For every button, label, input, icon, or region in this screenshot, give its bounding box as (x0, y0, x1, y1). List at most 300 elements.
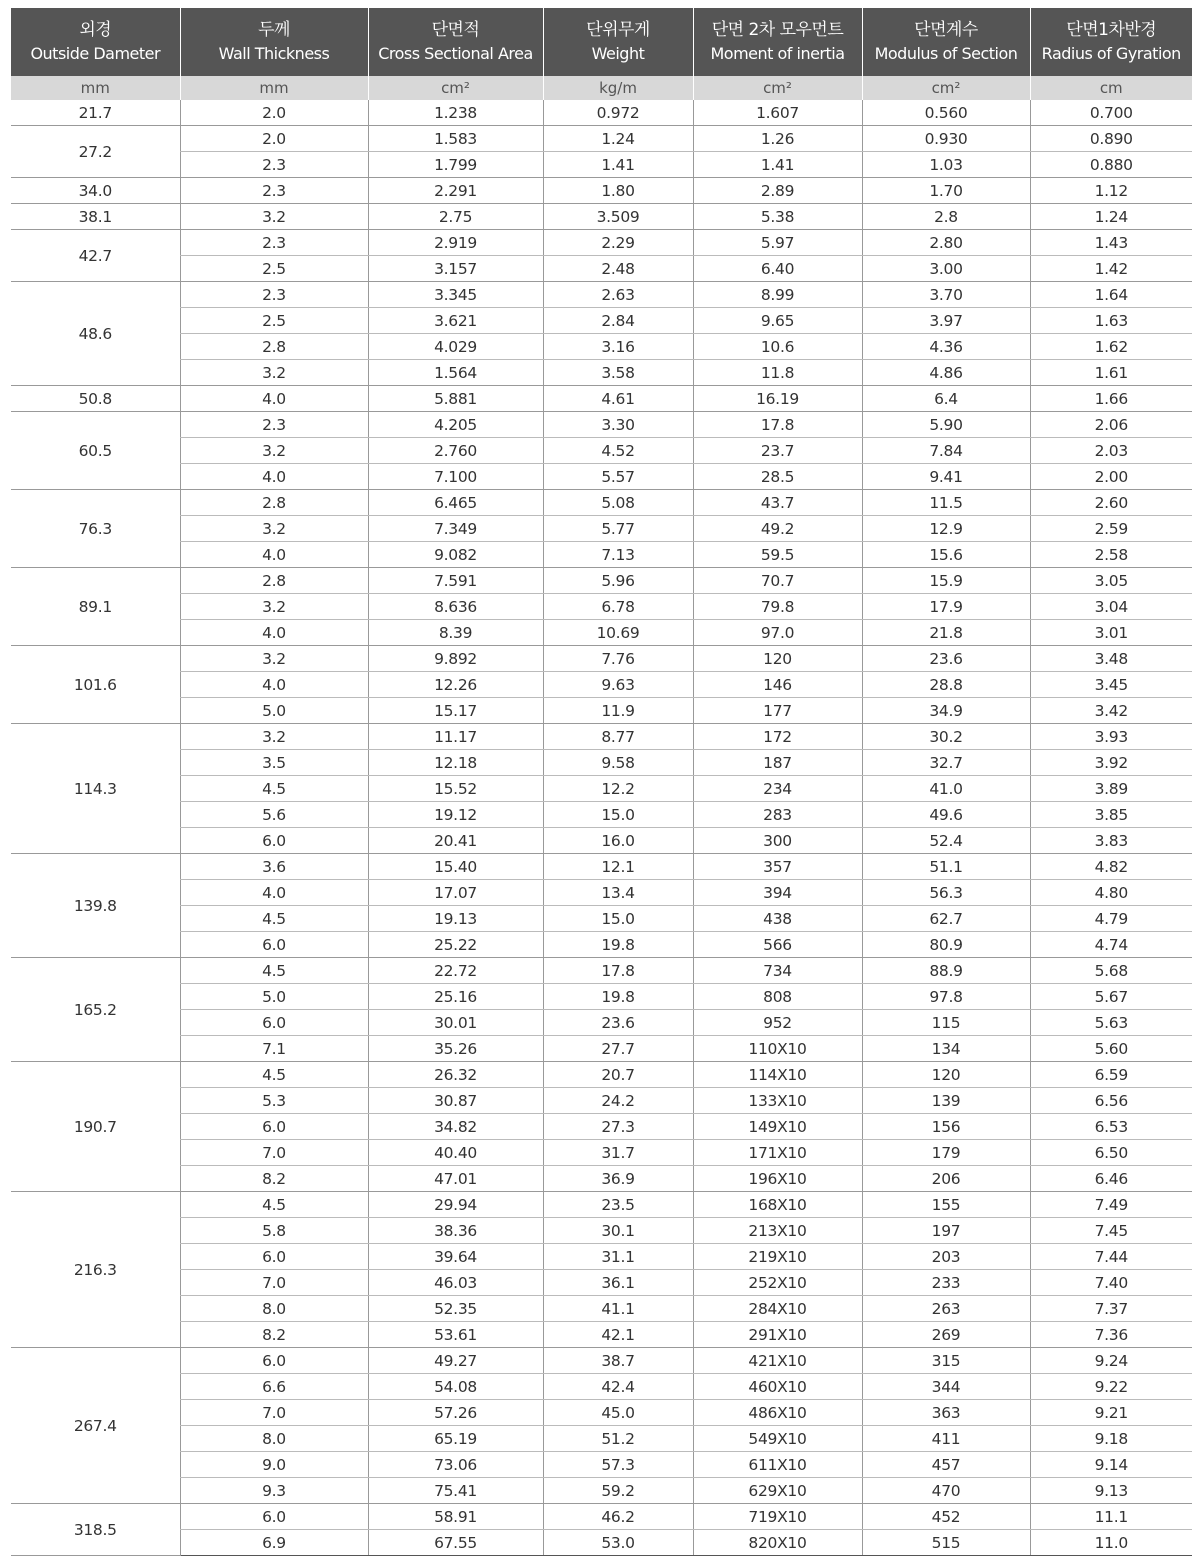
weight-cell: 12.2 (543, 776, 693, 802)
area-cell: 9.892 (368, 646, 543, 672)
table-row (11, 672, 1192, 698)
modulus-cell: 62.7 (862, 906, 1030, 932)
table-row (11, 1478, 1192, 1504)
radius-cell: 6.46 (1030, 1166, 1192, 1192)
header-ko-label: 단면1차반경 (1066, 20, 1157, 40)
table-row (11, 1452, 1192, 1478)
wall-thickness-cell: 4.0 (180, 620, 368, 646)
table-row (11, 568, 1192, 594)
modulus-cell: 263 (862, 1296, 1030, 1322)
outside-diameter-cell: 27.2 (11, 126, 180, 178)
moment-cell: 1.607 (693, 100, 862, 126)
outside-diameter-cell: 50.8 (11, 386, 180, 412)
modulus-cell: 1.70 (862, 178, 1030, 204)
table-row (11, 698, 1192, 724)
table-row (11, 750, 1192, 776)
weight-cell: 19.8 (543, 932, 693, 958)
modulus-cell: 179 (862, 1140, 1030, 1166)
area-cell: 67.55 (368, 1530, 543, 1556)
wall-thickness-cell: 7.0 (180, 1400, 368, 1426)
area-cell: 5.881 (368, 386, 543, 412)
area-cell: 11.17 (368, 724, 543, 750)
area-cell: 1.799 (368, 152, 543, 178)
moment-cell: 486X10 (693, 1400, 862, 1426)
wall-thickness-cell: 6.0 (180, 1504, 368, 1530)
area-cell: 4.029 (368, 334, 543, 360)
wall-thickness-cell: 2.0 (180, 126, 368, 152)
weight-cell: 4.61 (543, 386, 693, 412)
weight-cell: 16.0 (543, 828, 693, 854)
table-row (11, 334, 1192, 360)
moment-cell: 6.40 (693, 256, 862, 282)
weight-cell: 36.9 (543, 1166, 693, 1192)
area-cell: 15.40 (368, 854, 543, 880)
modulus-cell: 233 (862, 1270, 1030, 1296)
wall-thickness-cell: 9.3 (180, 1478, 368, 1504)
table-row (11, 204, 1192, 230)
table-row (11, 1504, 1192, 1530)
radius-cell: 4.82 (1030, 854, 1192, 880)
weight-cell: 42.1 (543, 1322, 693, 1348)
moment-cell: 357 (693, 854, 862, 880)
wall-thickness-cell: 3.2 (180, 360, 368, 386)
moment-cell: 952 (693, 1010, 862, 1036)
table-row (11, 1192, 1192, 1218)
area-cell: 15.17 (368, 698, 543, 724)
wall-thickness-cell: 4.0 (180, 386, 368, 412)
moment-cell: 168X10 (693, 1192, 862, 1218)
weight-cell: 2.63 (543, 282, 693, 308)
wall-thickness-cell: 6.0 (180, 1114, 368, 1140)
weight-cell: 30.1 (543, 1218, 693, 1244)
wall-thickness-cell: 2.8 (180, 568, 368, 594)
modulus-cell: 4.86 (862, 360, 1030, 386)
table-row (11, 100, 1192, 126)
radius-cell: 3.89 (1030, 776, 1192, 802)
weight-cell: 24.2 (543, 1088, 693, 1114)
radius-cell: 1.66 (1030, 386, 1192, 412)
wall-thickness-cell: 6.6 (180, 1374, 368, 1400)
wall-thickness-cell: 3.2 (180, 204, 368, 230)
header-en-label: Modulus of Section (874, 44, 1018, 63)
weight-cell: 5.57 (543, 464, 693, 490)
modulus-cell: 23.6 (862, 646, 1030, 672)
area-cell: 3.345 (368, 282, 543, 308)
moment-cell: 172 (693, 724, 862, 750)
modulus-cell: 411 (862, 1426, 1030, 1452)
weight-cell: 15.0 (543, 906, 693, 932)
area-cell: 1.583 (368, 126, 543, 152)
wall-thickness-cell: 2.5 (180, 256, 368, 282)
area-cell: 20.41 (368, 828, 543, 854)
weight-cell: 36.1 (543, 1270, 693, 1296)
table-row (11, 256, 1192, 282)
modulus-cell: 3.97 (862, 308, 1030, 334)
weight-cell: 41.1 (543, 1296, 693, 1322)
outside-diameter-cell: 114.3 (11, 724, 180, 854)
radius-cell: 1.24 (1030, 204, 1192, 230)
moment-cell: 283 (693, 802, 862, 828)
table-row (11, 152, 1192, 178)
weight-cell: 3.509 (543, 204, 693, 230)
unit-cell: cm² (693, 76, 862, 100)
modulus-cell: 52.4 (862, 828, 1030, 854)
modulus-cell: 2.80 (862, 230, 1030, 256)
header-row (11, 8, 1192, 76)
outside-diameter-cell: 21.7 (11, 100, 180, 126)
moment-cell: 177 (693, 698, 862, 724)
table-row (11, 984, 1192, 1010)
radius-cell: 9.21 (1030, 1400, 1192, 1426)
table-body (11, 100, 1192, 1556)
wall-thickness-cell: 2.3 (180, 230, 368, 256)
moment-cell: 59.5 (693, 542, 862, 568)
outside-diameter-cell: 190.7 (11, 1062, 180, 1192)
wall-thickness-cell: 6.0 (180, 1244, 368, 1270)
table-row (11, 1218, 1192, 1244)
wall-thickness-cell: 2.3 (180, 152, 368, 178)
table-row (11, 1348, 1192, 1374)
wall-thickness-cell: 8.0 (180, 1296, 368, 1322)
header-radius-of-gyration (1030, 8, 1192, 76)
radius-cell: 1.61 (1030, 360, 1192, 386)
radius-cell: 6.59 (1030, 1062, 1192, 1088)
weight-cell: 1.24 (543, 126, 693, 152)
modulus-cell: 88.9 (862, 958, 1030, 984)
radius-cell: 2.60 (1030, 490, 1192, 516)
modulus-cell: 3.00 (862, 256, 1030, 282)
wall-thickness-cell: 3.2 (180, 516, 368, 542)
header-outside-diameter (11, 8, 180, 76)
modulus-cell: 363 (862, 1400, 1030, 1426)
wall-thickness-cell: 4.0 (180, 672, 368, 698)
unit-cell: mm (11, 76, 180, 100)
moment-cell: 70.7 (693, 568, 862, 594)
radius-cell: 5.67 (1030, 984, 1192, 1010)
table-row (11, 646, 1192, 672)
wall-thickness-cell: 2.3 (180, 282, 368, 308)
radius-cell: 5.60 (1030, 1036, 1192, 1062)
outside-diameter-cell: 38.1 (11, 204, 180, 230)
area-cell: 7.100 (368, 464, 543, 490)
moment-cell: 8.99 (693, 282, 862, 308)
table-row (11, 1322, 1192, 1348)
unit-cell: cm (1030, 76, 1192, 100)
weight-cell: 6.78 (543, 594, 693, 620)
area-cell: 1.564 (368, 360, 543, 386)
area-cell: 26.32 (368, 1062, 543, 1088)
header-ko-label: 외경 (79, 20, 112, 40)
wall-thickness-cell: 5.6 (180, 802, 368, 828)
table-row (11, 360, 1192, 386)
header-en-label: Moment of inertia (710, 44, 845, 63)
modulus-cell: 315 (862, 1348, 1030, 1374)
modulus-cell: 203 (862, 1244, 1030, 1270)
table-row (11, 776, 1192, 802)
moment-cell: 438 (693, 906, 862, 932)
table-row (11, 724, 1192, 750)
area-cell: 47.01 (368, 1166, 543, 1192)
modulus-cell: 15.9 (862, 568, 1030, 594)
table-row (11, 880, 1192, 906)
modulus-cell: 17.9 (862, 594, 1030, 620)
table-row (11, 490, 1192, 516)
weight-cell: 17.8 (543, 958, 693, 984)
weight-cell: 31.7 (543, 1140, 693, 1166)
weight-cell: 27.3 (543, 1114, 693, 1140)
modulus-cell: 457 (862, 1452, 1030, 1478)
weight-cell: 5.77 (543, 516, 693, 542)
modulus-cell: 139 (862, 1088, 1030, 1114)
modulus-cell: 1.03 (862, 152, 1030, 178)
modulus-cell: 4.36 (862, 334, 1030, 360)
weight-cell: 15.0 (543, 802, 693, 828)
moment-cell: 820X10 (693, 1530, 862, 1556)
table-row (11, 1244, 1192, 1270)
area-cell: 30.87 (368, 1088, 543, 1114)
radius-cell: 7.36 (1030, 1322, 1192, 1348)
moment-cell: 11.8 (693, 360, 862, 386)
radius-cell: 1.43 (1030, 230, 1192, 256)
table-row (11, 386, 1192, 412)
radius-cell: 4.79 (1030, 906, 1192, 932)
radius-cell: 4.80 (1030, 880, 1192, 906)
header-weight (543, 8, 693, 76)
area-cell: 3.157 (368, 256, 543, 282)
modulus-cell: 5.90 (862, 412, 1030, 438)
moment-cell: 79.8 (693, 594, 862, 620)
radius-cell: 3.01 (1030, 620, 1192, 646)
pipe-spec-table (11, 8, 1192, 1556)
table-row (11, 438, 1192, 464)
wall-thickness-cell: 5.3 (180, 1088, 368, 1114)
radius-cell: 3.05 (1030, 568, 1192, 594)
table-row (11, 1140, 1192, 1166)
header-en-label: Radius of Gyration (1041, 44, 1181, 63)
table-row (11, 828, 1192, 854)
weight-cell: 42.4 (543, 1374, 693, 1400)
radius-cell: 2.06 (1030, 412, 1192, 438)
modulus-cell: 3.70 (862, 282, 1030, 308)
radius-cell: 6.50 (1030, 1140, 1192, 1166)
radius-cell: 3.48 (1030, 646, 1192, 672)
header-ko-label: 단면계수 (914, 20, 978, 40)
radius-cell: 1.12 (1030, 178, 1192, 204)
wall-thickness-cell: 4.5 (180, 1062, 368, 1088)
unit-cell: kg/m (543, 76, 693, 100)
radius-cell: 7.37 (1030, 1296, 1192, 1322)
weight-cell: 7.13 (543, 542, 693, 568)
moment-cell: 300 (693, 828, 862, 854)
area-cell: 30.01 (368, 1010, 543, 1036)
weight-cell: 59.2 (543, 1478, 693, 1504)
wall-thickness-cell: 7.0 (180, 1140, 368, 1166)
weight-cell: 46.2 (543, 1504, 693, 1530)
moment-cell: 171X10 (693, 1140, 862, 1166)
unit-cell: mm (180, 76, 368, 100)
area-cell: 9.082 (368, 542, 543, 568)
weight-cell: 2.29 (543, 230, 693, 256)
moment-cell: 291X10 (693, 1322, 862, 1348)
area-cell: 2.760 (368, 438, 543, 464)
area-cell: 7.349 (368, 516, 543, 542)
area-cell: 34.82 (368, 1114, 543, 1140)
moment-cell: 629X10 (693, 1478, 862, 1504)
area-cell: 6.465 (368, 490, 543, 516)
weight-cell: 8.77 (543, 724, 693, 750)
moment-cell: 549X10 (693, 1426, 862, 1452)
wall-thickness-cell: 2.3 (180, 412, 368, 438)
table-row (11, 932, 1192, 958)
radius-cell: 7.40 (1030, 1270, 1192, 1296)
outside-diameter-cell: 48.6 (11, 282, 180, 386)
wall-thickness-cell: 6.0 (180, 828, 368, 854)
wall-thickness-cell: 4.5 (180, 958, 368, 984)
moment-cell: 234 (693, 776, 862, 802)
modulus-cell: 470 (862, 1478, 1030, 1504)
wall-thickness-cell: 3.2 (180, 594, 368, 620)
moment-cell: 10.6 (693, 334, 862, 360)
moment-cell: 213X10 (693, 1218, 862, 1244)
wall-thickness-cell: 6.0 (180, 932, 368, 958)
area-cell: 2.919 (368, 230, 543, 256)
area-cell: 49.27 (368, 1348, 543, 1374)
modulus-cell: 41.0 (862, 776, 1030, 802)
modulus-cell: 515 (862, 1530, 1030, 1556)
header-moment-of-inertia (693, 8, 862, 76)
moment-cell: 394 (693, 880, 862, 906)
area-cell: 12.26 (368, 672, 543, 698)
area-cell: 25.16 (368, 984, 543, 1010)
wall-thickness-cell: 4.0 (180, 880, 368, 906)
outside-diameter-cell: 101.6 (11, 646, 180, 724)
modulus-cell: 156 (862, 1114, 1030, 1140)
modulus-cell: 6.4 (862, 386, 1030, 412)
wall-thickness-cell: 7.1 (180, 1036, 368, 1062)
area-cell: 15.52 (368, 776, 543, 802)
table-row (11, 1062, 1192, 1088)
radius-cell: 9.14 (1030, 1452, 1192, 1478)
moment-cell: 9.65 (693, 308, 862, 334)
radius-cell: 2.03 (1030, 438, 1192, 464)
header-en-label: Weight (591, 44, 645, 63)
modulus-cell: 21.8 (862, 620, 1030, 646)
unit-cell: cm² (368, 76, 543, 100)
moment-cell: 196X10 (693, 1166, 862, 1192)
table-row (11, 1400, 1192, 1426)
radius-cell: 9.22 (1030, 1374, 1192, 1400)
radius-cell: 1.63 (1030, 308, 1192, 334)
outside-diameter-cell: 267.4 (11, 1348, 180, 1504)
modulus-cell: 12.9 (862, 516, 1030, 542)
wall-thickness-cell: 3.5 (180, 750, 368, 776)
weight-cell: 53.0 (543, 1530, 693, 1556)
header-ko-label: 단면 2차 모우먼트 (711, 20, 844, 40)
wall-thickness-cell: 7.0 (180, 1270, 368, 1296)
weight-cell: 10.69 (543, 620, 693, 646)
weight-cell: 51.2 (543, 1426, 693, 1452)
wall-thickness-cell: 5.8 (180, 1218, 368, 1244)
moment-cell: 5.38 (693, 204, 862, 230)
weight-cell: 31.1 (543, 1244, 693, 1270)
wall-thickness-cell: 8.2 (180, 1322, 368, 1348)
wall-thickness-cell: 5.0 (180, 698, 368, 724)
wall-thickness-cell: 8.2 (180, 1166, 368, 1192)
area-cell: 54.08 (368, 1374, 543, 1400)
header-ko-label: 단위무게 (586, 20, 650, 40)
area-cell: 19.13 (368, 906, 543, 932)
outside-diameter-cell: 34.0 (11, 178, 180, 204)
radius-cell: 3.85 (1030, 802, 1192, 828)
modulus-cell: 269 (862, 1322, 1030, 1348)
table-row (11, 1426, 1192, 1452)
wall-thickness-cell: 4.5 (180, 906, 368, 932)
moment-cell: 149X10 (693, 1114, 862, 1140)
radius-cell: 3.45 (1030, 672, 1192, 698)
table-row (11, 412, 1192, 438)
radius-cell: 3.83 (1030, 828, 1192, 854)
weight-cell: 9.58 (543, 750, 693, 776)
moment-cell: 1.41 (693, 152, 862, 178)
table-row (11, 1530, 1192, 1556)
area-cell: 29.94 (368, 1192, 543, 1218)
weight-cell: 2.48 (543, 256, 693, 282)
radius-cell: 2.58 (1030, 542, 1192, 568)
area-cell: 52.35 (368, 1296, 543, 1322)
table-row (11, 230, 1192, 256)
table-row (11, 126, 1192, 152)
weight-cell: 3.16 (543, 334, 693, 360)
modulus-cell: 206 (862, 1166, 1030, 1192)
modulus-cell: 80.9 (862, 932, 1030, 958)
moment-cell: 28.5 (693, 464, 862, 490)
area-cell: 35.26 (368, 1036, 543, 1062)
area-cell: 3.621 (368, 308, 543, 334)
wall-thickness-cell: 2.5 (180, 308, 368, 334)
table-row (11, 1374, 1192, 1400)
header-wall-thickness (180, 8, 368, 76)
radius-cell: 9.18 (1030, 1426, 1192, 1452)
moment-cell: 23.7 (693, 438, 862, 464)
modulus-cell: 49.6 (862, 802, 1030, 828)
weight-cell: 1.80 (543, 178, 693, 204)
header-en-label: Outside Dameter (30, 44, 161, 63)
modulus-cell: 344 (862, 1374, 1030, 1400)
modulus-cell: 0.560 (862, 100, 1030, 126)
wall-thickness-cell: 6.9 (180, 1530, 368, 1556)
moment-cell: 146 (693, 672, 862, 698)
radius-cell: 9.13 (1030, 1478, 1192, 1504)
table-row (11, 542, 1192, 568)
moment-cell: 16.19 (693, 386, 862, 412)
moment-cell: 2.89 (693, 178, 862, 204)
wall-thickness-cell: 8.0 (180, 1426, 368, 1452)
moment-cell: 97.0 (693, 620, 862, 646)
area-cell: 73.06 (368, 1452, 543, 1478)
weight-cell: 11.9 (543, 698, 693, 724)
modulus-cell: 32.7 (862, 750, 1030, 776)
radius-cell: 0.880 (1030, 152, 1192, 178)
radius-cell: 6.56 (1030, 1088, 1192, 1114)
weight-cell: 5.08 (543, 490, 693, 516)
weight-cell: 7.76 (543, 646, 693, 672)
area-cell: 8.39 (368, 620, 543, 646)
table-row (11, 1088, 1192, 1114)
area-cell: 58.91 (368, 1504, 543, 1530)
table-row (11, 1010, 1192, 1036)
weight-cell: 4.52 (543, 438, 693, 464)
moment-cell: 719X10 (693, 1504, 862, 1530)
